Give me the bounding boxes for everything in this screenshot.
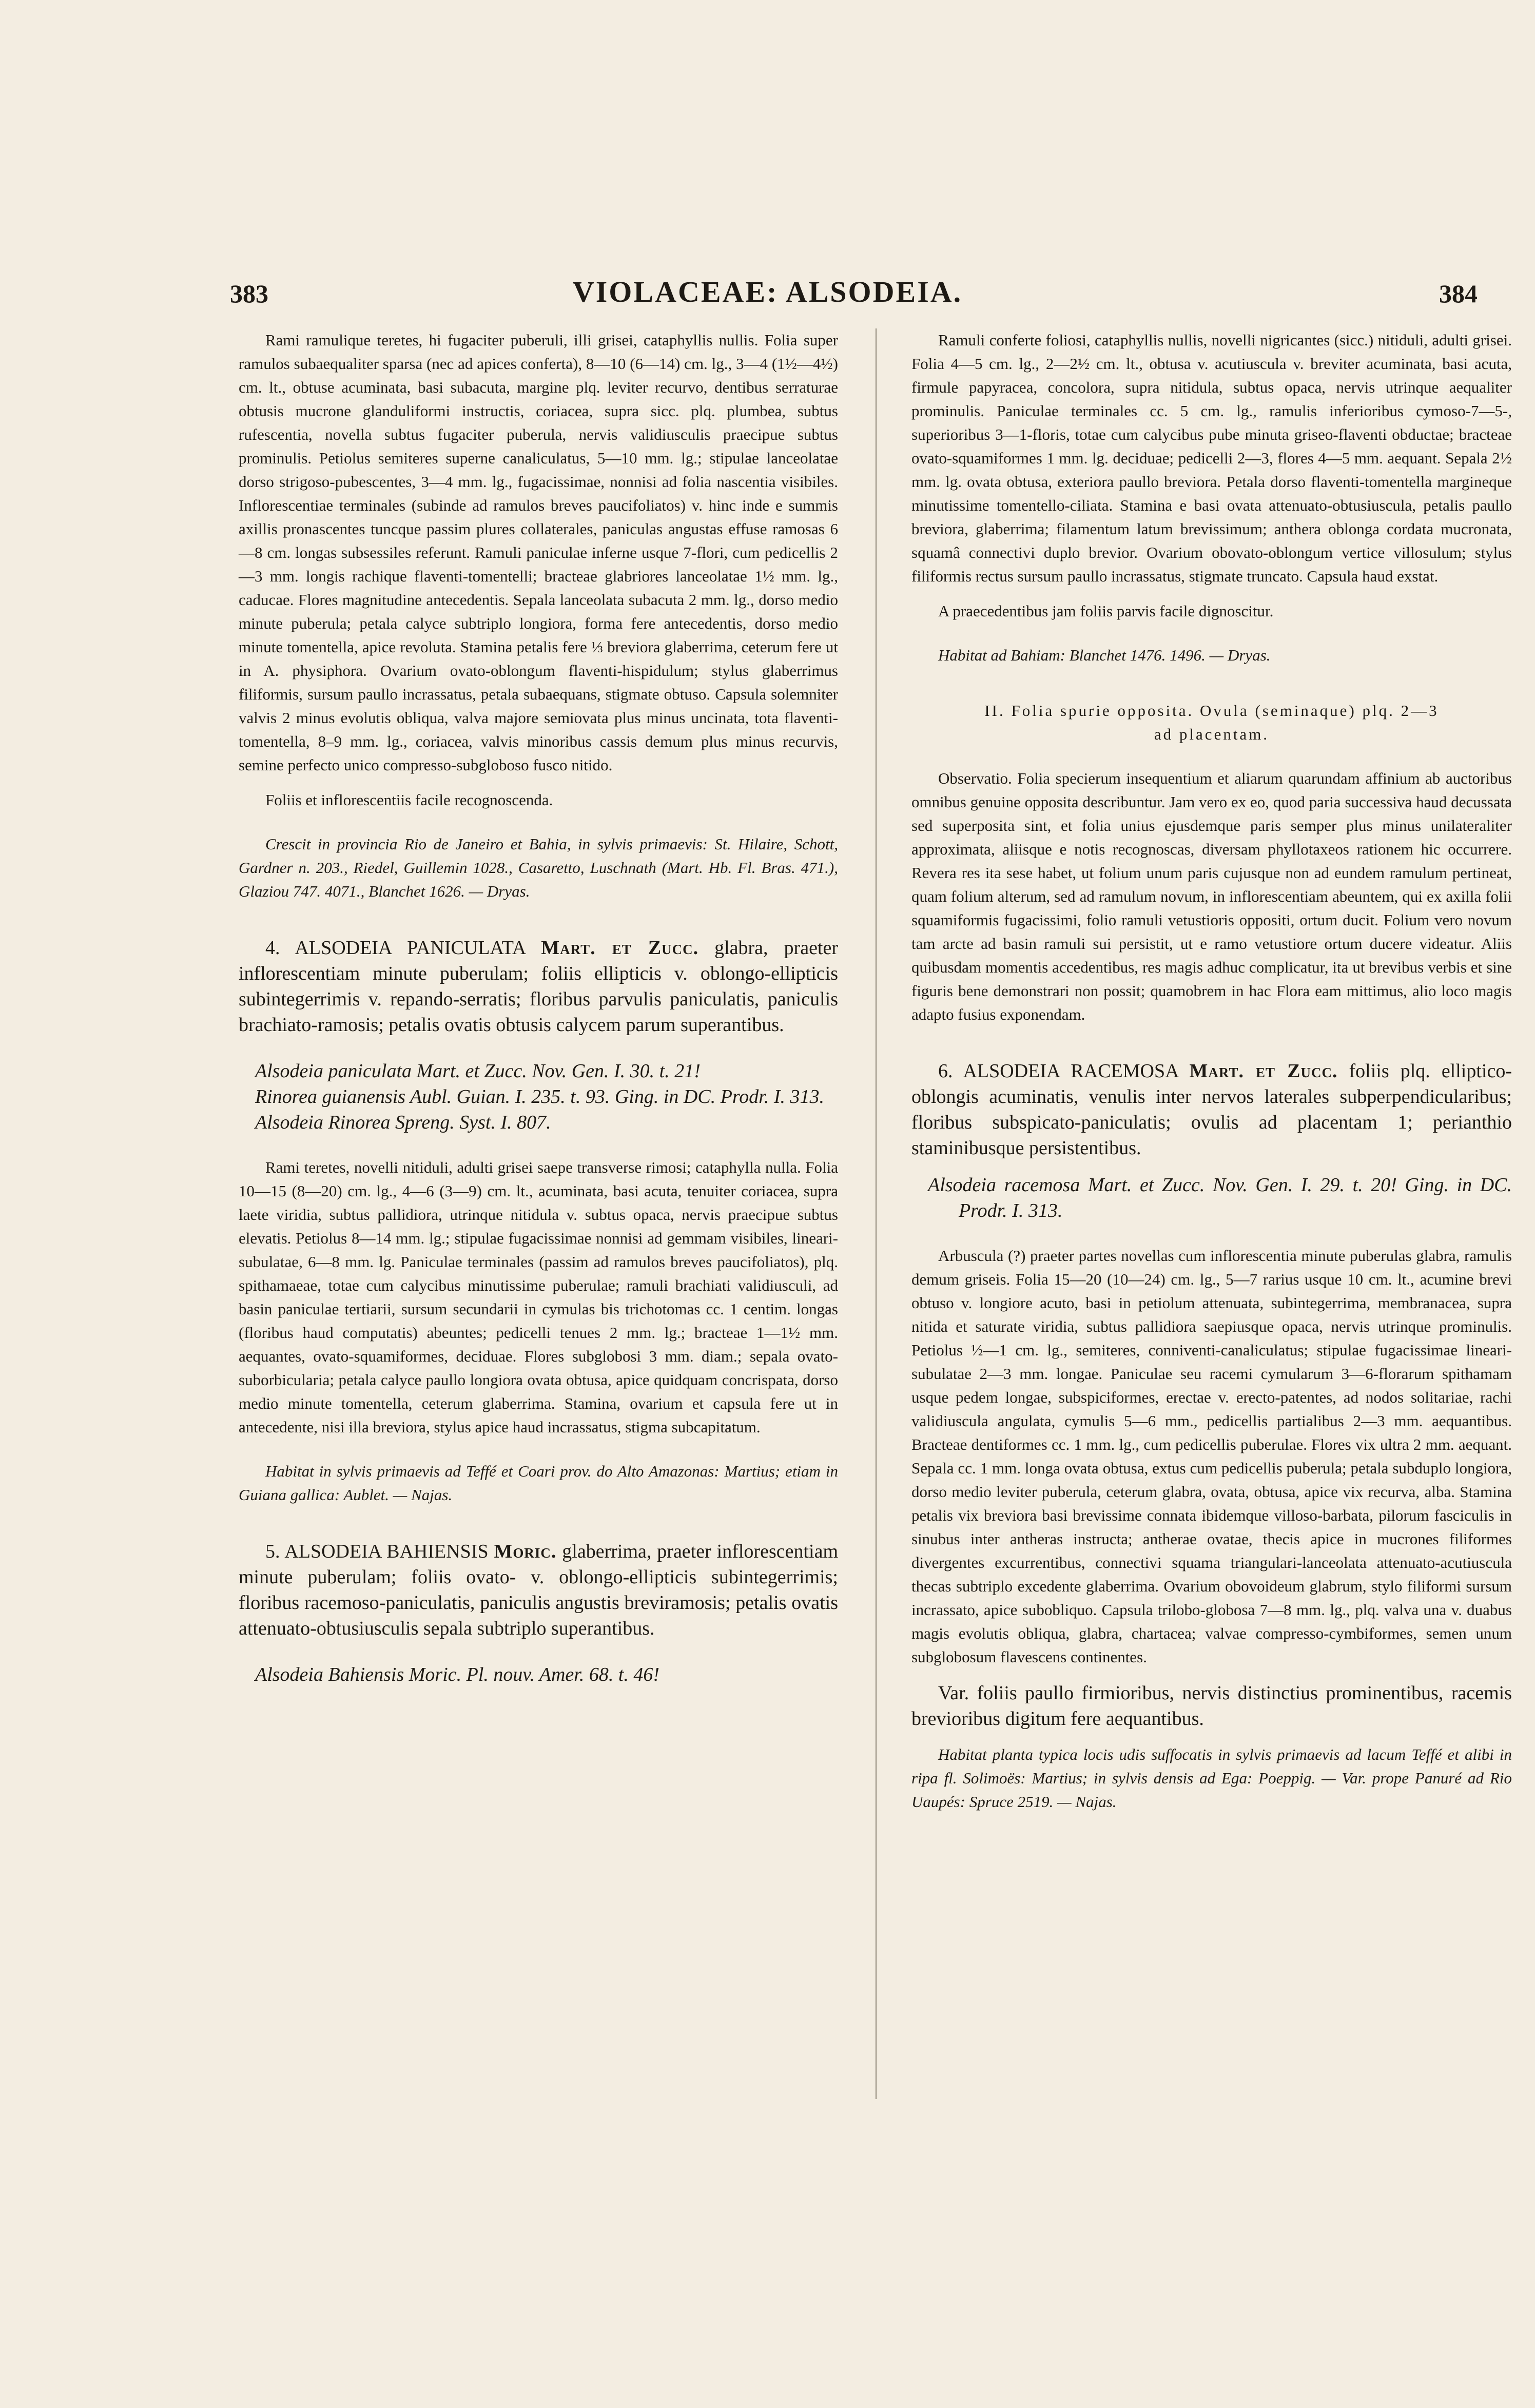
habitat-citation: Habitat planta typica locis udis suffocatis in sylvis primaevis ad lacum Teffé et alibi in ripa fl. Solimoës: Martius; in sylvis densis ad Ega: Poeppig. — Var. prope Panuré ad Rio Uaupés: Spruce 2519. — Najas. (911, 1745, 1512, 1811)
synonym: Alsodeia paniculata Mart. et Zucc. Nov. Gen. I. 30. t. 21! (255, 1060, 701, 1082)
species-heading-5 (239, 1539, 838, 1641)
species-heading-4 (239, 935, 838, 1038)
species-author: Mart. et Zucc. (1189, 1060, 1338, 1082)
species-author: Moric. (494, 1541, 557, 1562)
species-heading-6 (911, 1058, 1512, 1161)
species-diagnosis: foliis plq. elliptico-oblongis acuminatis, venulis inter nervos laterales subperpendicularibus; floribus subspicato-paniculatis; ovulis ad placentam 1; perianthio staminibusque persistentibus. (911, 1060, 1512, 1159)
habitat-citation: Crescit in provincia Rio de Janeiro et Bahia, in sylvis primaevis: St. Hilaire, Schott, Gardner n. 203., Riedel, Guillemin 1028., Casaretto, Luschnath (Mart. Hb. Fl. Bras. 471.), Glaziou 747. 4071., Blanchet 1626. — Dryas. (239, 835, 838, 900)
section-title: II. Folia spurie opposita. Ovula (seminaque) plq. 2—3 (984, 702, 1439, 720)
right-column (911, 328, 1512, 1814)
species-author: Mart. et Zucc. (541, 937, 699, 959)
page-header (0, 275, 1535, 316)
habitat-citation: Habitat in sylvis primaevis ad Teffé et Coari prov. do Alto Amazonas: Martius; etiam in Guiana gallica: Aublet. — Najas. (239, 1462, 838, 1504)
left-column (239, 328, 838, 1687)
observation-paragraph: Observatio. Folia specierum insequentium et aliarum quarundam affinium ab auctoribus omnibus genuine opposita describuntur. Jam vero ex eo, quod paria successiva haud decussata sed superposita sint, et folia unius ejusdemque paris semper plus minus unilateraliter approximata, aliisque e notis recognoscas, diversam phyllotaxeos rationem hic occurrere. Revera res ita sese habet, ut folium unum paris cujusque non ad eundem ramulum pertineat, quam folium alterum, sed ad ramulum novum, in inflorescentiam abeuntem, qui ex axilla folii squamiformis fugacissimi, folio ramuli vetustioris oppositi, ortum ducit. Folium vero novum tam arcte ad basin ramuli sui persistit, ut e ramo vetustiore ortum ducere videatur. Aliis quibusdam momentis accedentibus, res magis adhuc complicatur, ita ut brevibus verbis et sine figuris bene demonstrari non possit; quamobrem in hac Flora eam mittimus, alio loco magis adapto fusius exponendam. (911, 769, 1512, 1023)
species-name: 4. ALSODEIA PANICULATA (265, 937, 526, 959)
section-title-continued: ad placentam. (1154, 725, 1270, 743)
synonym: Rinorea guianensis Aubl. Guian. I. 235. t. 93. Ging. in DC. Prodr. I. 313. (255, 1086, 825, 1108)
synonym: Alsodeia Rinorea Spreng. Syst. I. 807. (255, 1112, 551, 1133)
species-name: 6. ALSODEIA RACEMOSA (938, 1060, 1178, 1082)
species-name: 5. ALSODEIA BAHIENSIS (265, 1541, 489, 1562)
page-number-right: 384 (1439, 279, 1478, 308)
description-paragraph: Rami ramulique teretes, hi fugaciter puberuli, illi grisei, cataphyllis nullis. Folia super ramulos subaequaliter sparsa (nec ad apices conferta), 8—10 (6—14) cm. lg., 3—4 (1½—4½) cm. lt., obtuse acuminata, basi subacuta, margine plq. leviter recurvo, dentibus serraturae obtusis mucrone glanduliformi instructis, coriacea, supra sicc. plq. plumbea, subtus rufescentia, novella subtus fugaciter puberula, nervis validiusculis praecipue subtus prominulis. Petiolus semiteres superne canaliculatus, 5—10 mm. lg.; stipulae lanceolatae dorso strigoso-pubescentes, 3—4 mm. lg., fugacissimae, nonnisi ad folia nascentia visibiles. Inflorescentiae terminales (subinde ad ramulos breves paucifoliatos) v. hinc inde e summis axillis pronascentes tuncque passim plures collaterales, paniculas angustas effuse ramosas 6—8 cm. longas subsessiles referunt. Ramuli paniculae inferne usque 7-flori, cum pedicellis 2—3 mm. longis rachique flaventi-tomentelli; bracteae glabriores lanceolatae 1½ mm. lg., caducae. Flores magnitudine antecedentis. Sepala lanceolata subacuta 2 mm. lg., dorso medio minute puberula; petala calyce subtriplo longiora, forma fere antecedentis, dorso medio minute tomentella, apice revoluta. Stamina petalis fere ⅓ breviora glaberrima, ceterum fere ut in A. physiphora. Ovarium ovato-oblongum flaventi-hispidulum; stylus glaberrimus filiformis, sursum paullo incrassatus, petala subaequans, stigmate obtuso. Capsula solemniter valvis 2 minus evolutis obliqua, valva majore semiovata plus minus uncinata, tota flaventi-tomentella, 8–9 mm. lg., coriacea, valvis minoribus cassis demum plus minus recurvis, semine perfecto unico compresso-subgloboso fusco nitido. (239, 331, 838, 774)
description-paragraph: Rami teretes, novelli nitiduli, adulti grisei saepe transverse rimosi; cataphylla nulla. Folia 10—15 (8—20) cm. lg., 4—6 (3—9) cm. lt., acuminata, basi acuta, tenuiter coriacea, supra laete viridia, subtus pallidiora, utrinque nitidula v. subtus opaca, nervis praecipue subtus elevatis. Petiolus 8—14 mm. lg.; stipulae fugacissimae nonnisi ad gemmam visibiles, lineari-subulatae, 6—8 mm. lg. Paniculae terminales (passim ad ramulos breves paucifoliatos), plq. spithamaeae, totae cum calycibus minutissime puberulae; ramuli brachiati validiusculi, ad basin paniculae tertiarii, sursum secundarii in cymulas bis trichotomas cc. 1 centim. longas (floribus haud computatis) abeuntes; pedicelli tenues 2 mm. lg.; bracteae 1—1½ mm. aequantes, ovato-squamiformes, deciduae. Flores subglobosi 3 mm. diam.; sepala ovato-suborbicularia; petala calyce paullo longiora ovata obtusa, apice quidquam concrispata, dorso medio minute tomentella, ceterum glaberrima. Stamina, ovarium et capsula fere ut in antecedente, nisi illa breviora, stylus apice haud incrassatus, stigma subcapitatum. (239, 1158, 838, 1436)
species-diagnosis: glaberrima, praeter inflorescentiam minute puberulam; foliis ovato- v. oblongo-ellipticis subintegerrimis; floribus racemoso-paniculatis, paniculis angustis breviramosis; petalis ovatis attenuato-obtusiusculis sepala subtriplo superantibus. (239, 1541, 839, 1639)
note-paragraph: A praecedentibus jam foliis parvis facile dignoscitur. (938, 602, 1274, 620)
species-diagnosis: glabra, praeter inflorescentiam minute puberulam; foliis ellipticis v. oblongo-ellipticis subintegerrimis v. repando-serratis; floribus parvulis paniculatis, paniculis brachiato-ramosis; petalis ovatis obtusis calycem parum superantibus. (239, 937, 839, 1036)
description-paragraph: Ramuli conferte foliosi, cataphyllis nullis, novelli nigricantes (sicc.) nitiduli, adulti grisei. Folia 4—5 cm. lg., 2—2½ cm. lt., obtusa v. acutiuscula v. breviter acuminata, basi acuta, firmule papyracea, concolora, supra nitidula, subtus opaca, nervis utrinque aequaliter prominulis. Paniculae terminales cc. 5 cm. lg., ramulis inferioribus cymoso-7—5-, superioribus 3—1-floris, totae cum calycibus pube minuta griseo-flaventi obductae; bracteae ovato-squamiformes 1 mm. lg. deciduae; pedicelli 2—3, flores 4—5 mm. aequant. Sepala 2½ mm. lg. ovata obtusa, exteriora paullo breviora. Petala dorso flaventi-tomentella margineque minutissime tomentello-ciliata. Stamina e basi ovata attenuato-obtusiuscula, petalis paullo breviora, glaberrima; filamentum latum brevissimum; anthera oblonga cordata mucronata, squamâ connectivi duplo brevior. Ovarium obovato-oblongum vertice villosulum; stylus filiformis rectus sursum paullo incrassatus, stigmate truncato. Capsula haud exstat. (911, 331, 1512, 585)
synonym: Alsodeia Bahiensis Moric. Pl. nouv. Amer. 68. t. 46! (255, 1664, 660, 1685)
synonym: Alsodeia racemosa Mart. et Zucc. Nov. Gen. I. 29. t. 20! Ging. in DC. Prodr. I. 313. (928, 1174, 1512, 1221)
column-divider (876, 328, 877, 2099)
habitat-citation: Habitat ad Bahiam: Blanchet 1476. 1496. — Dryas. (938, 646, 1271, 664)
page-number-left: 383 (230, 279, 268, 308)
description-paragraph: Arbuscula (?) praeter partes novellas cum inflorescentia minute puberulas glabra, ramulis demum griseis. Folia 15—20 (10—24) cm. lg., 5—7 rarius usque 10 cm. lt., acumine brevi obtuso v. longiore acuto, basi in petiolum attenuata, subintegerrima, membranacea, supra nitida et saturate viridia, subtus pallidiora saepiusque opaca, nervis utrinque prominulis. Petiolus ½—1 cm. lg., semiteres, conniventi-canaliculatus; stipulae fugacissimae lineari-subulatae 2—3 mm. longae. Paniculae seu racemi cymularum 3—6-florarum spithamam usque pedem longae, subspiciformes, erectae v. erecto-patentes, ad nodos solitariae, rachi validiuscula angulata, cymulis 5—6 mm., pedicellis partialibus 2—3 mm. aequantibus. Bracteae dentiformes cc. 1 mm. lg., cum pedicellis puberulae. Flores vix ultra 2 mm. aequant. Sepala cc. 1 mm. longa ovata obtusa, extus cum pedicellis puberula; petala subduplo longiora, dorso medio leviter puberula, ceterum glabra, ovata, obtusa, apice vix recurva, alba. Stamina petalis vix breviora basi brevissime connata ibidemque villoso-barbata, pilorum fasciculis in sinubus inter antheras instructa; antherae ovatae, thecis apice in mucrones filiformes divergentes excurrentibus, connectivi squama triangulari-lanceolata attenuato-acutiuscula thecas subtriplo excedente glaberrima. Ovarium obovoideum glabrum, stylo filiformi sursum incrassato, apice subobliquo. Capsula trilobo-globosa 7—8 mm. lg., plq. valva una v. duabus magis evolutis obliqua, glabra, chartacea; valvae compresso-cymbiformes, semen unum subglobosum flavescens continentes. (911, 1247, 1512, 1666)
running-head: VIOLACEAE: ALSODEIA. (572, 275, 963, 308)
note-paragraph: Foliis et inflorescentiis facile recognoscenda. (265, 791, 553, 809)
variety-paragraph: Var. foliis paullo firmioribus, nervis distinctius prominentibus, racemis brevioribus digitum fere aequantibus. (911, 1682, 1512, 1730)
